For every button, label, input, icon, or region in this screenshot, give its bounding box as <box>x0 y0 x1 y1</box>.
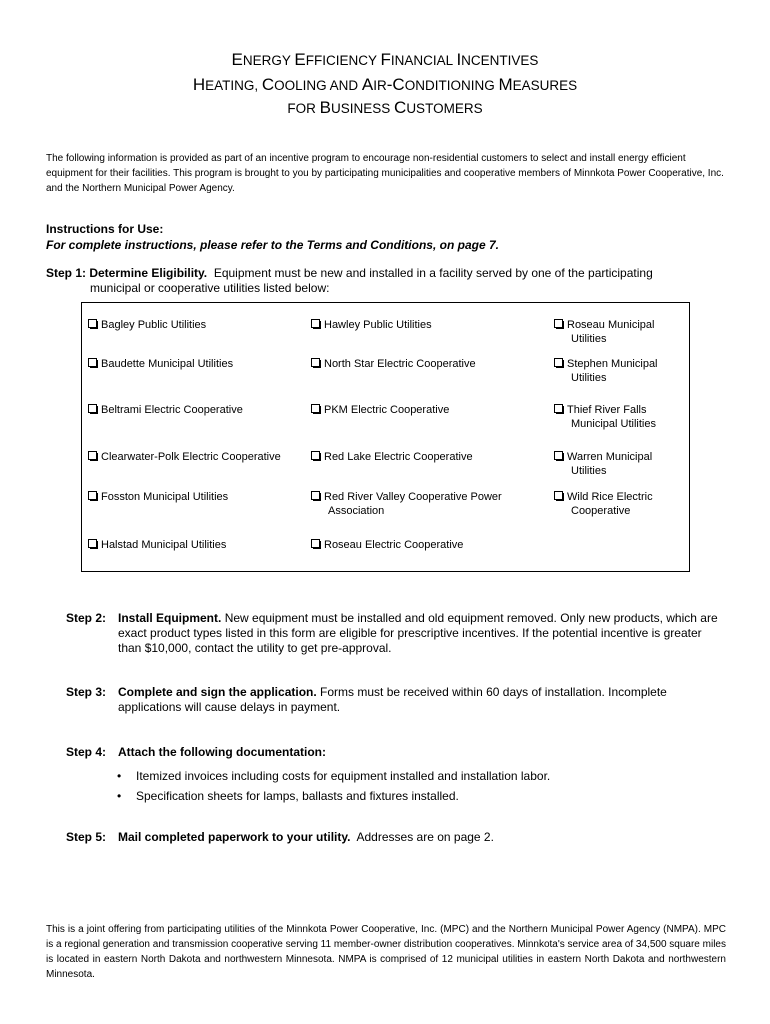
step-5-number: Step 5: <box>66 830 107 844</box>
instructions-heading: Instructions for Use: <box>46 222 164 236</box>
step-5-label: Mail completed paperwork to your utility. <box>118 830 351 844</box>
utility-option[interactable]: Roseau Municipal Utilities <box>554 318 654 346</box>
step-3-number: Step 3: <box>66 685 107 699</box>
checkbox-icon[interactable] <box>88 491 97 500</box>
step-2-label: Install Equipment. <box>118 611 222 625</box>
utility-option[interactable]: Hawley Public Utilities <box>311 318 432 332</box>
checkbox-icon[interactable] <box>311 491 320 500</box>
utility-option[interactable]: Roseau Electric Cooperative <box>311 538 463 552</box>
step-3 <box>66 685 726 715</box>
utility-option[interactable]: Red Lake Electric Cooperative <box>311 450 473 464</box>
bullet-icon: • <box>117 789 122 803</box>
checkbox-icon[interactable] <box>554 451 563 460</box>
checkbox-icon[interactable] <box>88 451 97 460</box>
checkbox-icon[interactable] <box>554 404 563 413</box>
utility-option[interactable]: Fosston Municipal Utilities <box>88 490 228 504</box>
checkbox-icon[interactable] <box>311 539 320 548</box>
title-line-3: FOR BUSINESS CUSTOMERS <box>287 98 483 117</box>
utility-option[interactable]: North Star Electric Cooperative <box>311 357 476 371</box>
step-4-number: Step 4: <box>66 745 107 759</box>
step-2-text: New equipment must be installed and old equipment removed. Only new products, which are exact product types listed in this form are eligible for prescriptive incentives. If the potential incentive is greater than $10,000, contact the utility to get pre-approval. <box>118 611 718 655</box>
checkbox-icon[interactable] <box>311 358 320 367</box>
checkbox-icon[interactable] <box>311 451 320 460</box>
footer-paragraph: This is a joint offering from participating utilities of the Minnkota Power Cooperative, Inc. (MPC) and the Northern Municipal Power Agency (NMPA). MPC is a regional generation and transmission cooperative serving 11 member-owner distribution cooperatives. Minnkota's service area of 34,500 square miles is located in eastern North Dakota and northwestern Minnesota. NMPA is comprised of 12 municipal utilities in eastern North Dakota and northwestern Minnesota. <box>46 924 726 980</box>
checkbox-icon[interactable] <box>311 319 320 328</box>
documentation-list <box>117 766 550 806</box>
instructions-subheading: For complete instructions, please refer to the Terms and Conditions, on page 7. <box>46 238 499 252</box>
checkbox-icon[interactable] <box>311 404 320 413</box>
utility-option[interactable]: Red River Valley Cooperative Power Association <box>311 490 502 518</box>
list-item: • Itemized invoices including costs for equipment installed and installation labor. <box>117 766 550 786</box>
utility-option[interactable]: Wild Rice Electric Cooperative <box>554 490 653 518</box>
checkbox-icon[interactable] <box>88 319 97 328</box>
step-3-text: Forms must be received within 60 days of installation. Incomplete applications will cause delays in payment. <box>118 685 667 714</box>
list-item: • Specification sheets for lamps, ballasts and fixtures installed. <box>117 786 550 806</box>
checkbox-icon[interactable] <box>88 539 97 548</box>
step-5-text: Addresses are on page 2. <box>356 830 494 844</box>
step-5 <box>66 830 726 845</box>
bullet-icon: • <box>117 769 122 783</box>
utility-option[interactable]: Bagley Public Utilities <box>88 318 206 332</box>
step-4 <box>66 745 726 760</box>
checkbox-icon[interactable] <box>88 404 97 413</box>
step-3-label: Complete and sign the application. <box>118 685 317 699</box>
utility-option[interactable]: Warren Municipal Utilities <box>554 450 652 478</box>
step-2-number: Step 2: <box>66 611 107 625</box>
utility-option[interactable]: Thief River Falls Municipal Utilities <box>554 403 656 431</box>
utility-option[interactable]: PKM Electric Cooperative <box>311 403 449 417</box>
instructions <box>46 221 499 253</box>
utility-option[interactable]: Clearwater-Polk Electric Cooperative <box>88 450 281 464</box>
title-line-1: ENERGY EFFICIENCY FINANCIAL INCENTIVES <box>231 50 539 69</box>
title-line-2: HEATING, COOLING AND AIR-CONDITIONING MEASURES <box>192 75 578 94</box>
step-1-label: Step 1: Determine Eligibility. <box>46 266 208 280</box>
intro-paragraph: The following information is provided as part of an incentive program to encourage non-residential customers to select and install energy efficient equipment for their facilities. This program is brought to you by participating municipalities and cooperative members of Minnkota Power Cooperative, Inc. and the Northern Municipal Power Agency. <box>46 153 724 194</box>
step-1 <box>46 266 726 296</box>
utility-option[interactable]: Stephen Municipal Utilities <box>554 357 658 385</box>
step-1-text-cont: municipal or cooperative utilities listed below: <box>90 281 330 295</box>
checkbox-icon[interactable] <box>554 491 563 500</box>
step-4-label: Attach the following documentation: <box>118 745 326 759</box>
step-2 <box>66 611 726 656</box>
utility-option[interactable]: Beltrami Electric Cooperative <box>88 403 243 417</box>
step-1-text: Equipment must be new and installed in a facility served by one of the participating <box>213 266 653 280</box>
utility-option[interactable]: Baudette Municipal Utilities <box>88 357 233 371</box>
utility-option[interactable]: Halstad Municipal Utilities <box>88 538 226 552</box>
checkbox-icon[interactable] <box>554 319 563 328</box>
checkbox-icon[interactable] <box>554 358 563 367</box>
checkbox-icon[interactable] <box>88 358 97 367</box>
